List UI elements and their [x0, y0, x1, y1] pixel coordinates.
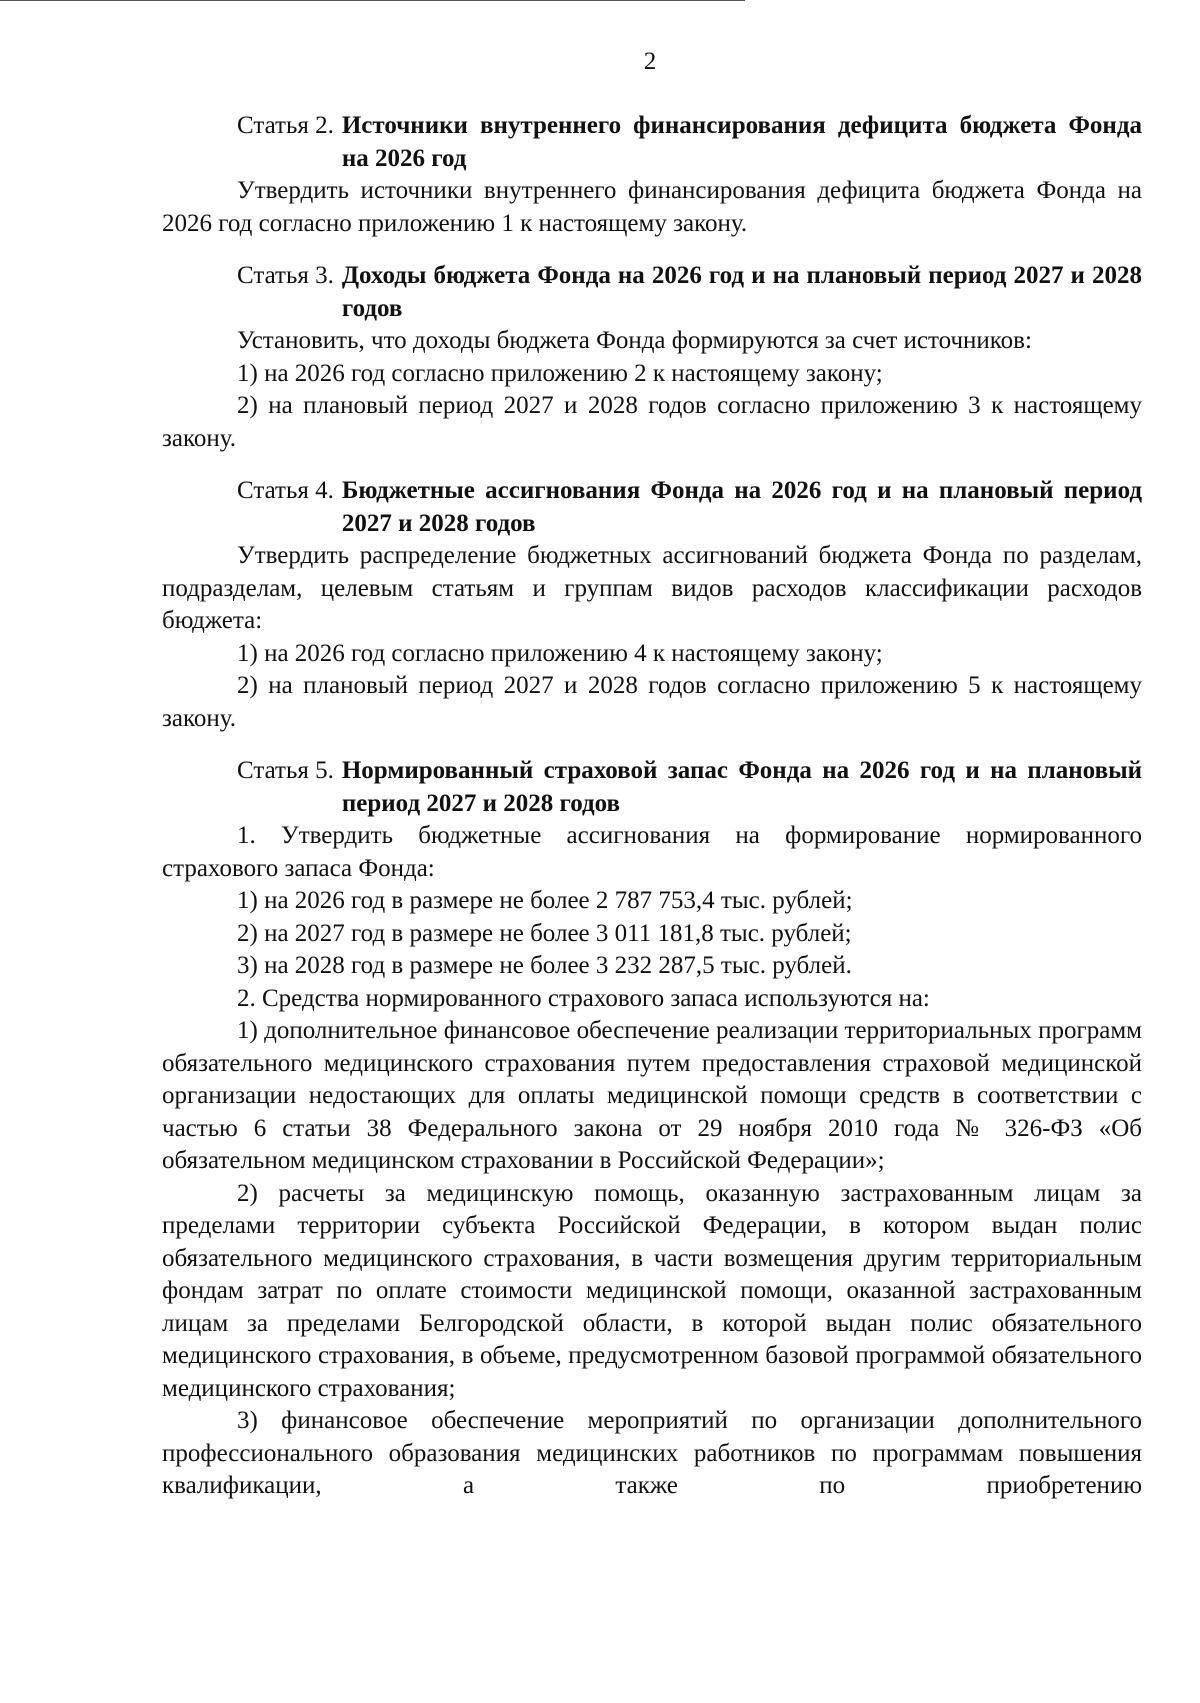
paragraph: Установить, что доходы бюджета Фонда формируются за счет источников:: [237, 327, 1032, 354]
paragraph: 1. Утвердить бюджетные ассигнования на формирование нормированного страхового запаса Фонда:: [162, 822, 1142, 882]
list-item: 1) на 2026 год в размере не более 2 787 753,4 тыс. рублей;: [237, 887, 853, 914]
paragraph: Утвердить источники внутреннего финансирования дефицита бюджета Фонда на 2026 год согласно приложению 1 к настоящему закону.: [162, 177, 1142, 237]
document-body: [162, 110, 1142, 1523]
list-item: 3) финансовое обеспечение мероприятий по организации дополнительного профессионального образования медицинских работников по программам повышения квалификации, а также по приобретению: [162, 1407, 1142, 1499]
top-rule: [0, 0, 745, 1]
list-item: 2) на плановый период 2027 и 2028 годов согласно приложению 3 к настоящему закону.: [162, 392, 1142, 452]
article-heading: [162, 110, 1142, 175]
article-number: Статья 2.: [237, 112, 334, 139]
article-2: [162, 110, 1142, 240]
article-number: Статья 5.: [237, 757, 334, 784]
article-title: Нормированный страховой запас Фонда на 2026 год и на плановый период 2027 и 2028 годов: [341, 757, 1142, 817]
article-title: Бюджетные ассигнования Фонда на 2026 год и на плановый период 2027 и 2028 годов: [341, 477, 1142, 537]
article-number: Статья 4.: [237, 477, 334, 504]
list-item: 1) на 2026 год согласно приложению 2 к настоящему закону;: [237, 359, 883, 387]
paragraph: 2. Средства нормированного страхового запаса используются на:: [237, 984, 930, 1012]
article-title: Доходы бюджета Фонда на 2026 год и на плановый период 2027 и 2028 годов: [341, 262, 1142, 322]
list-item: 1) дополнительное финансовое обеспечение реализации территориальных программ обязательного медицинского страхования путем предоставления страховой медицинской организации недостающих для оплаты медицинской помощи средств в соответствии с частью 6 статьи 38 Федерального закона от 29 ноября 2010 года № 326-ФЗ «Об обязательном медицинском страховании в Российской Федерации»;: [162, 1017, 1142, 1174]
list-item: 3) на 2028 год в размере не более 3 232 287,5 тыс. рублей.: [237, 952, 852, 979]
article-heading: [162, 475, 1142, 540]
article-5: [162, 755, 1142, 1503]
list-item: 1) на 2026 год согласно приложению 4 к настоящему закону;: [237, 639, 883, 667]
article-heading: [162, 260, 1142, 325]
article-number: Статья 3.: [237, 262, 334, 289]
page-number: 2: [643, 48, 657, 75]
paragraph: Утвердить распределение бюджетных ассигнований бюджета Фонда по разделам, подразделам, целевым статьям и группам видов расходов классификации расходов бюджета:: [162, 542, 1142, 634]
article-title: Источники внутреннего финансирования дефицита бюджета Фонда на 2026 год: [341, 112, 1142, 172]
article-4: [162, 475, 1142, 735]
list-item: 2) расчеты за медицинскую помощь, оказанную застрахованным лицам за пределами территории субъекта Российской Федерации, в котором выдан полис обязательного медицинского страхования, в части возмещения другим территориальным фондам затрат по оплате стоимости медицинской помощи, оказанной застрахованным лицам за пределами Белгородской области, в которой выдан полис обязательного медицинского страхования, в объеме, предусмотренном базовой программой обязательного медицинского страхования;: [162, 1179, 1142, 1402]
article-3: [162, 260, 1142, 455]
list-item: 2) на плановый период 2027 и 2028 годов согласно приложению 5 к настоящему закону.: [162, 672, 1142, 732]
article-heading: [162, 755, 1142, 820]
list-item: 2) на 2027 год в размере не более 3 011 181,8 тыс. рублей;: [237, 919, 852, 947]
